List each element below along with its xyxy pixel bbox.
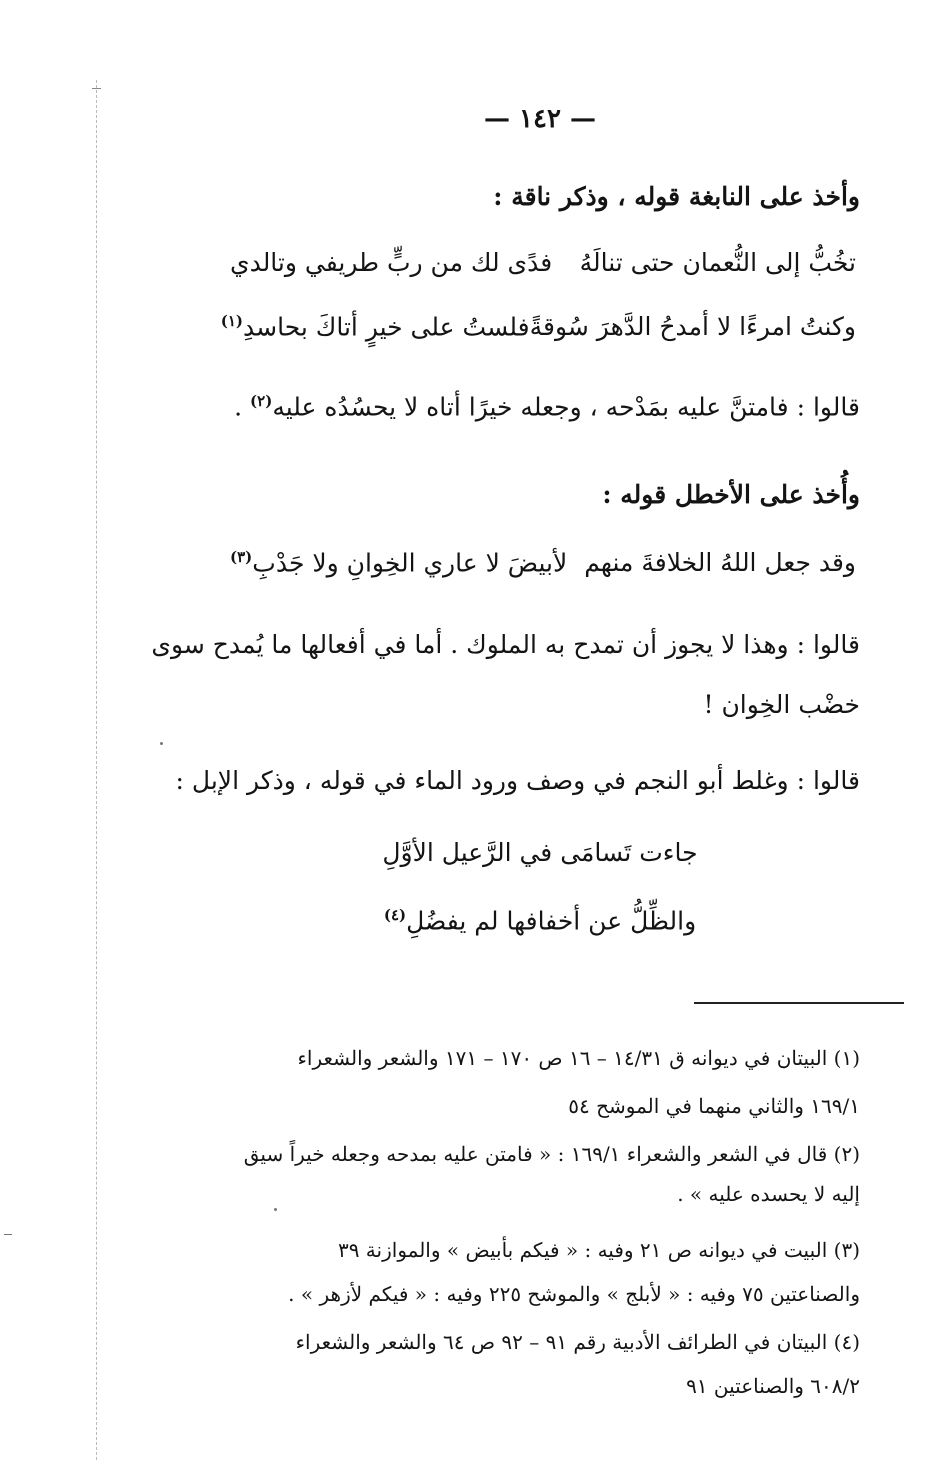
- verse-1-first-hemistich: تخُبُّ إلى النُّعمان حتى تنالَهُ: [579, 248, 856, 277]
- rajaz-line-2: [340, 906, 740, 935]
- intro-nabigha: وأخذ على النابغة قوله ، وذكر ناقة :: [493, 182, 860, 211]
- footnote-2-text: قال في الشعر والشعراء ١٦٩/١ : « فامتن عليه بمدحه وجعله خيراً سيق: [243, 1142, 828, 1166]
- comment-1-end: .: [234, 392, 243, 422]
- footnote-3-line-2: والصناعتين ٧٥ وفيه : « لأبلج » والموشح ٢٢٥ وفيه : « فيكم لأزهر » .: [288, 1282, 860, 1306]
- footnote-ref-4: (٤): [383, 906, 407, 924]
- footnote-4-text: البيتان في الطرائف الأدبية رقم ٩١ – ٩٢ ص ٦٤ والشعر والشعراء: [295, 1330, 828, 1354]
- comment-2-line-2: خضْب الخِوان !: [703, 690, 860, 719]
- footnote-4-number: (٤): [833, 1330, 860, 1354]
- footnote-ref-3: (٣): [230, 548, 253, 566]
- comment-2-line-1: قالوا : وهذا لا يجوز أن تمدح به الملوك . أما في أفعالها ما يُمدح سوى: [151, 630, 860, 659]
- footnote-2-line-1: [244, 1142, 860, 1166]
- verse-2: [220, 312, 856, 342]
- page-number: — ١٤٢ —: [483, 104, 597, 134]
- rajaz-line-2-text: والظِّلُّ عن أخفافها لم يفضُلِ: [406, 906, 697, 936]
- verse-3-second-hemistich: لأبيضَ لا عاري الخِوانِ ولا جَدْبِ: [252, 548, 568, 578]
- footnote-ref-2: (٢): [250, 392, 273, 410]
- binding-mark: [92, 88, 101, 89]
- footnote-4-line-2: ٦٠٨/٢ والصناعتين ٩١: [686, 1374, 860, 1398]
- comment-1-text: قالوا : فامتنَّ عليه بمَدْحه ، وجعله خيرًا أتاه لا يحسُدُه عليه: [272, 392, 860, 422]
- verse-3-first-hemistich: وقد جعل اللهُ الخلافةَ منهم: [584, 548, 856, 577]
- footnote-1-line-2: ١٦٩/١ والثاني منهما في الموشح ٥٤: [568, 1094, 860, 1118]
- stray-mark: [274, 1208, 277, 1211]
- stray-mark: [160, 742, 163, 745]
- footnote-3-number: (٣): [833, 1238, 860, 1262]
- stray-mark: [4, 1234, 12, 1235]
- verse-1: [230, 248, 856, 277]
- intro-abu-najm: قالوا : وغلط أبو النجم في وصف ورود الماء في قوله ، وذكر الإبل :: [175, 766, 860, 795]
- intro-akhtal: وأُخذ على الأخطل قوله :: [602, 480, 860, 509]
- verse-2-first-hemistich: وكنتُ امرءًا لا أمدحُ الدَّهرَ سُوقةً: [529, 312, 856, 341]
- footnote-separator: [694, 1002, 904, 1004]
- binding-edge: [96, 80, 97, 1460]
- footnote-1-number: (١): [833, 1046, 860, 1070]
- verse-3: [230, 548, 856, 577]
- footnote-1-text: البيتان في ديوانه ق ١٤/٣١ – ١٦ ص ١٧٠ – ١٧١ والشعر والشعراء: [297, 1046, 828, 1070]
- verse-2-second-hemistich: فلستُ على خيرٍ أتاكَ بحاسدِ: [243, 312, 530, 342]
- comment-1: [234, 392, 860, 422]
- rajaz-line-1: جاءت تَسامَى في الرَّعيل الأوَّلِ: [382, 838, 698, 867]
- footnote-4-line-1: [296, 1330, 860, 1354]
- footnote-ref-1: (١): [220, 312, 244, 330]
- verse-1-second-hemistich: فدًى لك من ربٍّ طريفي وتالدي: [230, 248, 553, 277]
- footnote-3-line-1: [338, 1238, 860, 1262]
- footnote-2-number: (٢): [833, 1142, 860, 1166]
- footnote-2-line-2: إليه لا يحسده عليه » .: [677, 1182, 860, 1206]
- footnote-3-text: البيت في ديوانه ص ٢١ وفيه : « فيكم بأبيض » والموازنة ٣٩: [337, 1238, 828, 1262]
- footnote-1-line-1: [298, 1046, 860, 1070]
